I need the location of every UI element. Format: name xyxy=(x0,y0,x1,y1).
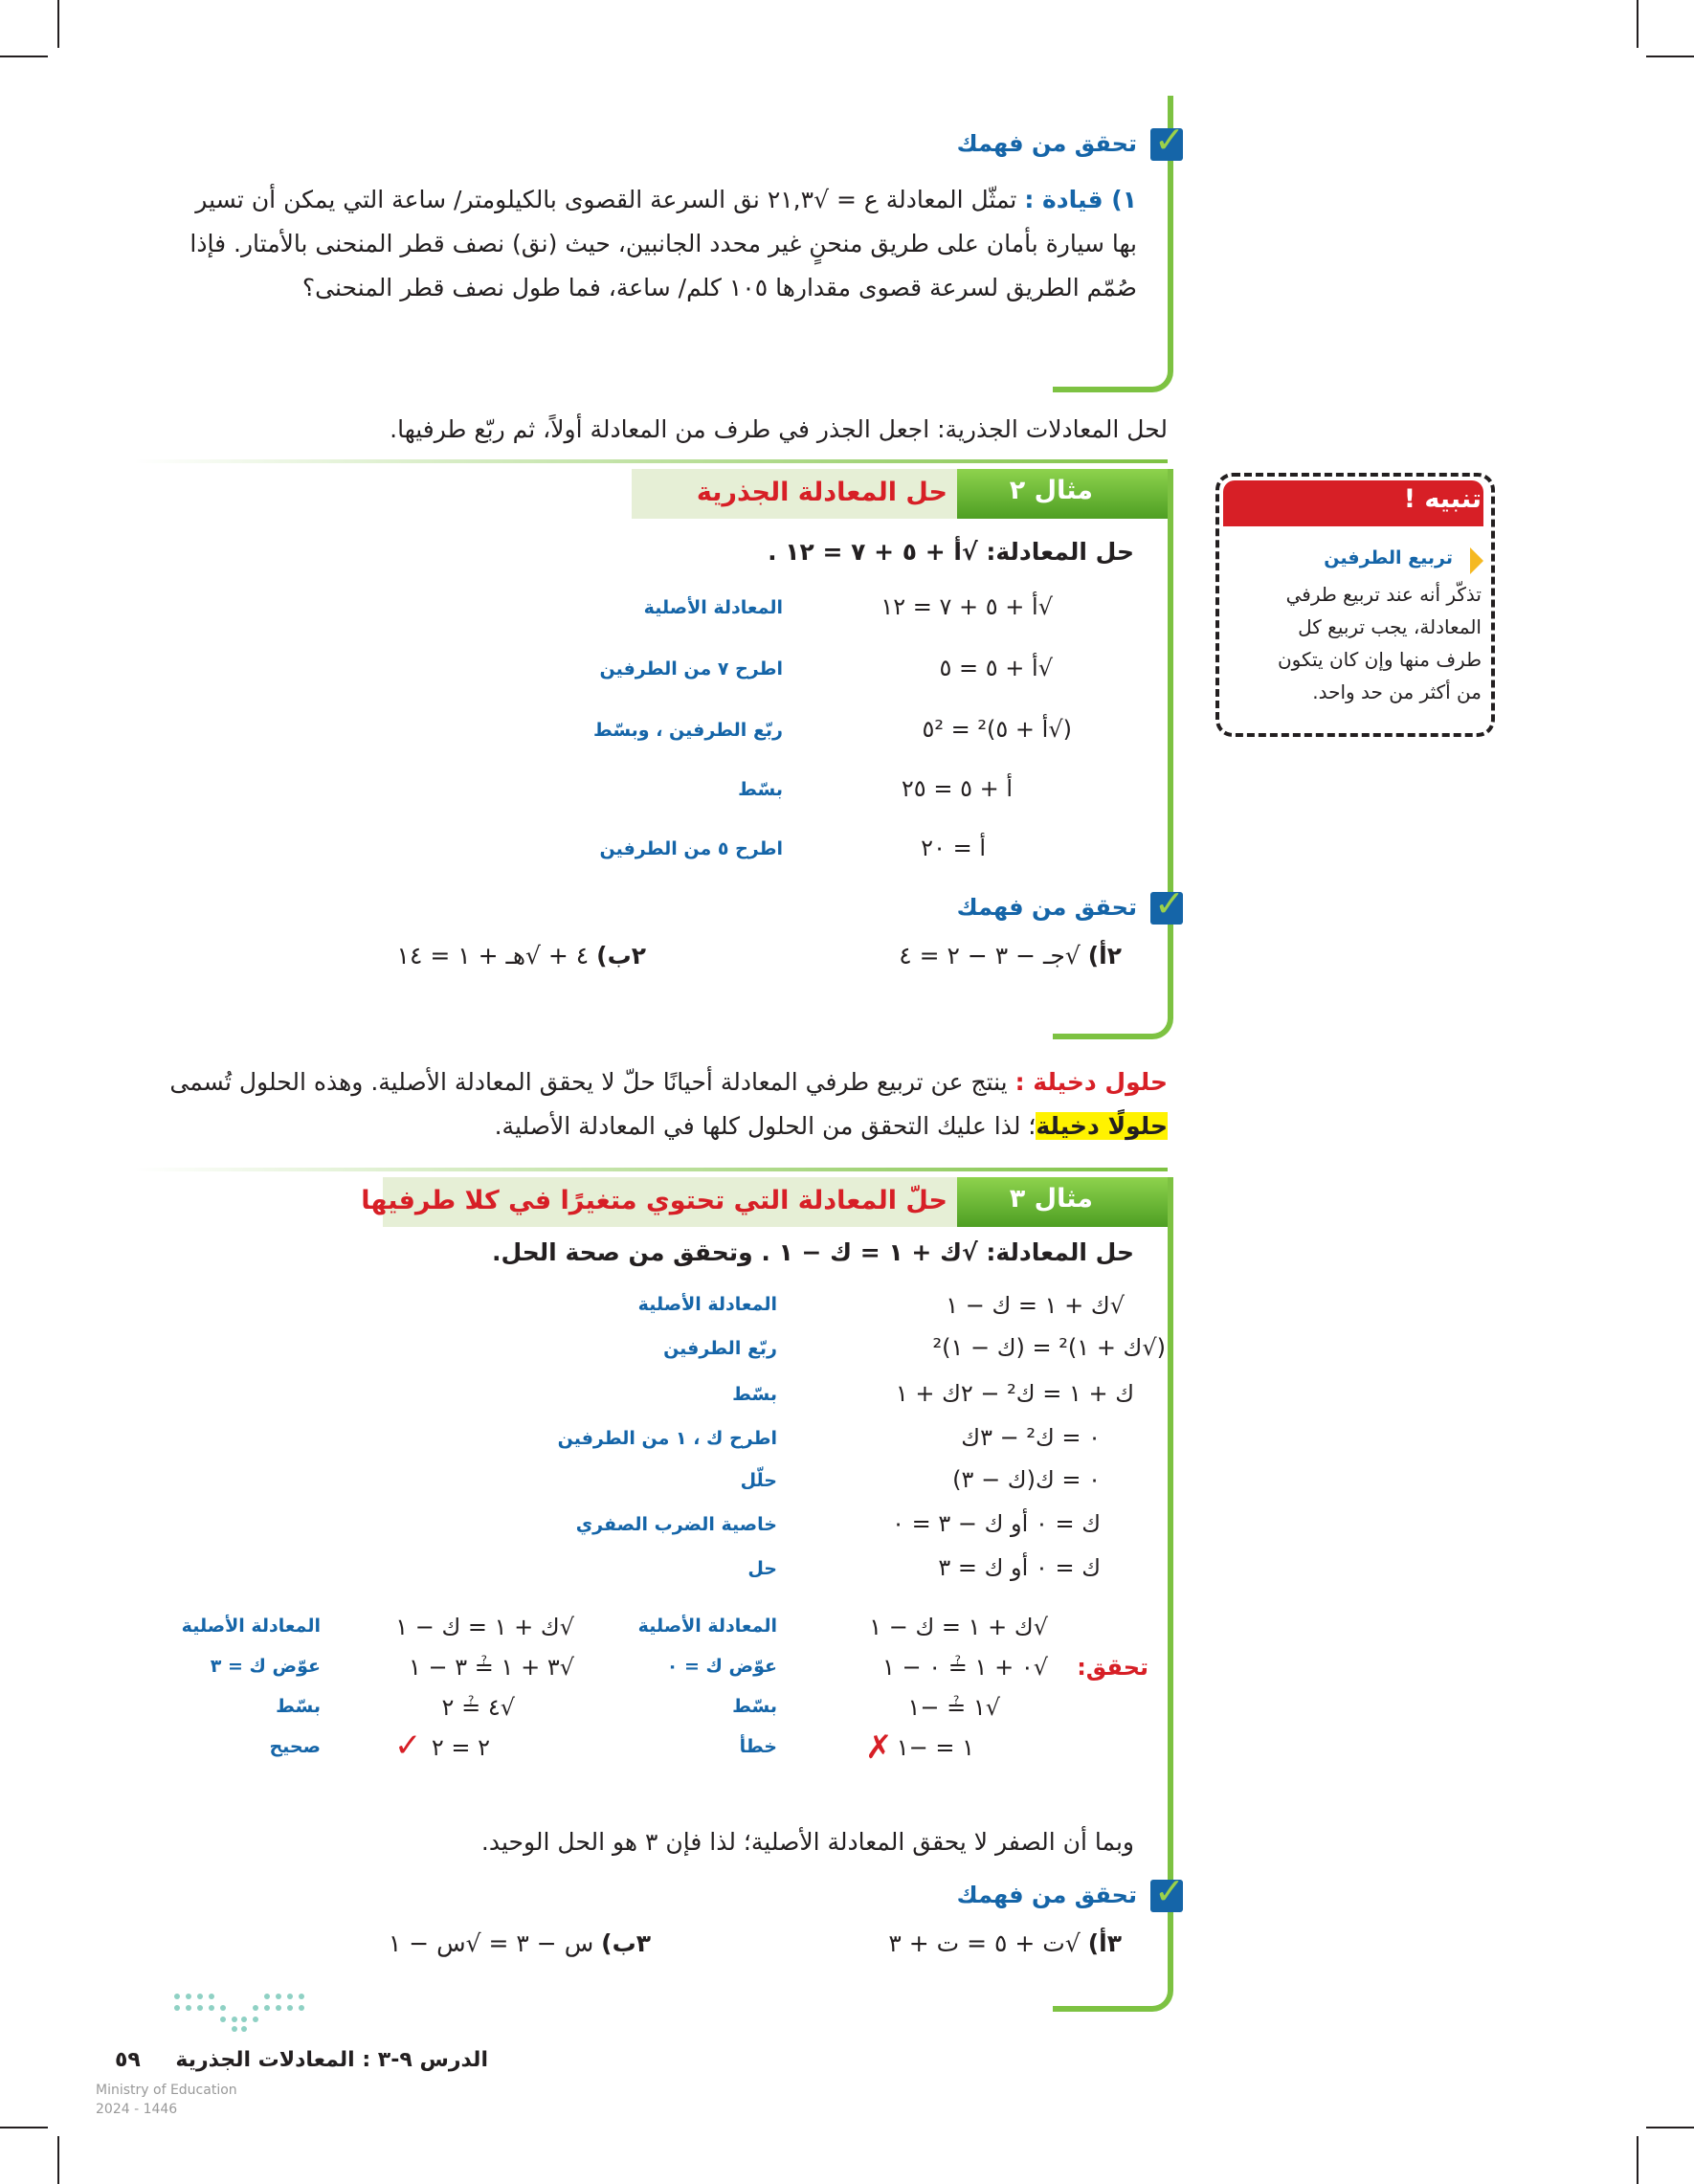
checkmark-icon: ✓ xyxy=(1150,1880,1183,1912)
crop-mark xyxy=(57,2136,59,2184)
example-task: حل المعادلة: √أ + ٥ + ٧ = ١٢ . xyxy=(768,538,1134,566)
step-equation: ك = ٠ أو ك = ٣ xyxy=(938,1554,1101,1581)
check-equation: ١ = −١ xyxy=(896,1734,974,1761)
step-equation: أ = ٢٠ xyxy=(921,835,986,861)
extraneous-paragraph xyxy=(153,1060,1168,1148)
note-line: تذكّر أنه عند تربيع طرفي xyxy=(1285,583,1482,606)
step-note: حلّل xyxy=(740,1470,777,1491)
step-note: بسّط xyxy=(732,1384,777,1405)
extraneous-line: ؛ لذا عليك التحقق من الحلول كلها في المعادلة الأصلية. xyxy=(494,1112,1036,1140)
exercise-3b xyxy=(389,1929,651,1957)
exercise-equation: ٤ + √هـ + ١ = ١٤ xyxy=(396,942,590,969)
check-equation: √ك + ١ = ك − ١ xyxy=(395,1614,574,1640)
check-heading: تحقق من فهمك xyxy=(956,130,1137,157)
check-note: بسّط xyxy=(276,1696,321,1717)
crop-mark xyxy=(1637,2136,1638,2184)
check-note: عوّض ك = ٠ xyxy=(666,1656,777,1677)
crop-mark xyxy=(1646,2127,1694,2128)
check-heading: تحقق من فهمك xyxy=(956,1882,1137,1908)
step-equation: (√ك + ١)² = (ك − ١)² xyxy=(932,1334,1166,1361)
step-equation: ك = ٠ أو ك − ٣ = ٠ xyxy=(892,1510,1101,1537)
footer-lesson: الدرس ٩-٣ : المعادلات الجذرية xyxy=(175,2048,488,2072)
step-note: ربّع الطرفين xyxy=(663,1338,777,1359)
note-body xyxy=(1278,578,1482,708)
note-line: من أكثر من حد واحد. xyxy=(1312,680,1482,703)
crop-mark xyxy=(1637,0,1638,48)
extraneous-term: حلول دخيلة : xyxy=(1014,1068,1168,1096)
check-note: صحيح xyxy=(269,1736,321,1757)
conclusion-text: وبما أن الصفر لا يحقق المعادلة الأصلية؛ لذا فإن ٣ هو الحل الوحيد. xyxy=(480,1828,1134,1856)
check-note: عوّض ك = ٣ xyxy=(210,1656,321,1677)
separator xyxy=(134,1168,1168,1171)
pointer-icon xyxy=(1470,547,1483,574)
correct-mark-icon: ✓ xyxy=(394,1727,422,1765)
step-equation: ك + ١ = ك² − ٢ك + ١ xyxy=(895,1380,1134,1407)
problem-text-line: صُمّم الطريق لسرعة قصوى مقدارها ١٠٥ كلم/ ساعة، فما طول نصف قطر المنحنى؟ xyxy=(301,274,1137,301)
checkmark-icon: ✓ xyxy=(1150,892,1183,925)
exercise-equation: س − ٣ = √س − ١ xyxy=(388,1929,594,1957)
check-equation: √٣ + ١ ≟ ٣ − ١ xyxy=(409,1654,574,1681)
edition-year: 2024 - 1446 xyxy=(96,2102,178,2117)
exercise-3a xyxy=(888,1929,1122,1957)
check-heading: تحقق من فهمك xyxy=(956,894,1137,921)
checkmark-icon: ✓ xyxy=(1150,128,1183,161)
note-line: طرف منها وإن كان يتكون xyxy=(1277,648,1482,671)
exercise-equation: √جـ − ٣ − ٢ = ٤ xyxy=(899,942,1081,969)
problem-text-line: تمثّل المعادلة ع = √٢١,٣ نق السرعة القصوى بالكيلومتر/ ساعة التي يمكن أن تسير xyxy=(195,186,1017,213)
exercise-equation: √ت + ٥ = ت + ٣ xyxy=(888,1929,1081,1957)
example-number: مثال ٣ xyxy=(1009,1184,1093,1214)
check-equation: √٠ + ١ ≟ ٠ − ١ xyxy=(882,1654,1048,1681)
example-title: حلّ المعادلة التي تحتوي متغيرًا في كلا طرفيها xyxy=(361,1186,947,1215)
wrong-mark-icon: ✗ xyxy=(865,1728,893,1767)
check-label: تحقق: xyxy=(1077,1654,1148,1681)
step-equation: ٠ = ك(ك − ٣) xyxy=(952,1466,1101,1493)
step-note: حل xyxy=(747,1558,777,1579)
step-equation: أ + ٥ = ٢٥ xyxy=(901,775,1013,802)
check-equation: √٤ ≟ ٢ xyxy=(441,1694,515,1721)
crop-mark xyxy=(57,0,59,48)
step-note: اطرح ٥ من الطرفين xyxy=(599,838,783,859)
problem-1 xyxy=(142,178,1137,310)
note-line: المعادلة، يجب تربيع كل xyxy=(1298,615,1482,638)
step-note: اطرح ٧ من الطرفين xyxy=(599,658,783,680)
step-note: بسّط xyxy=(738,779,783,800)
crop-mark xyxy=(1646,56,1694,57)
step-equation: √أ + ٥ + ٧ = ١٢ xyxy=(880,593,1053,620)
step-note: ربّع الطرفين ، وبسّط xyxy=(592,720,783,741)
crop-mark xyxy=(0,2127,48,2128)
step-equation: √أ + ٥ = ٥ xyxy=(939,655,1053,681)
extraneous-highlight: حلولًا دخيلة xyxy=(1036,1112,1168,1140)
problem-label: ١) قيادة : xyxy=(1024,186,1137,213)
example-number: مثال ٢ xyxy=(1009,476,1093,505)
intro-text: لحل المعادلات الجذرية: اجعل الجذر في طرف من المعادلة أولاً، ثم ربّع طرفيها. xyxy=(390,415,1168,443)
exercise-label: ٢أ) xyxy=(1087,942,1122,969)
example-title: حل المعادلة الجذرية xyxy=(696,478,947,507)
note-title: تنبيه ! xyxy=(1403,484,1482,514)
step-note: المعادلة الأصلية xyxy=(643,597,783,618)
check-equation: √ك + ١ = ك − ١ xyxy=(869,1614,1048,1640)
check-note: المعادلة الأصلية xyxy=(181,1616,321,1637)
step-equation: (√أ + ٥)² = ٥² xyxy=(922,716,1072,743)
step-note: المعادلة الأصلية xyxy=(637,1294,777,1315)
exercise-label: ٣أ) xyxy=(1087,1929,1122,1957)
step-note: خاصية الضرب الصفري xyxy=(575,1514,777,1535)
note-subtitle: تربيع الطرفين xyxy=(1324,547,1453,568)
exercise-label: ٣ب) xyxy=(601,1929,651,1957)
problem-text-line: بها سيارة بأمان على طريق منحنٍ غير محدد الجانبين، حيث (نق) نصف قطر المنحنى بالأمتار. فإذا xyxy=(189,230,1137,257)
step-note: اطرح ك ، ١ من الطرفين xyxy=(557,1428,777,1449)
separator xyxy=(134,459,1168,463)
ministry-name: Ministry of Education xyxy=(96,2083,237,2098)
ministry-logo xyxy=(167,1991,311,2033)
page-number: ٥٩ xyxy=(115,2048,141,2072)
check-note: المعادلة الأصلية xyxy=(637,1616,777,1637)
check-note: خطأ xyxy=(739,1736,777,1757)
extraneous-line: ينتج عن تربيع طرفي المعادلة أحيانًا حلّ لا يحقق المعادلة الأصلية. وهذه الحلول تُسمى xyxy=(169,1068,1008,1096)
step-equation: √ك + ١ = ك − ١ xyxy=(946,1292,1125,1319)
step-equation: ٠ = ك² − ٣ك xyxy=(961,1424,1101,1451)
crop-mark xyxy=(0,56,48,57)
exercise-label: ٢ب) xyxy=(596,942,646,969)
check-equation: √١ ≟ −١ xyxy=(907,1694,1000,1721)
exercise-2b xyxy=(397,942,646,969)
example-task: حل المعادلة: √ك + ١ = ك − ١ . وتحقق من صحة الحل. xyxy=(491,1238,1134,1266)
check-note: بسّط xyxy=(732,1696,777,1717)
exercise-2a xyxy=(899,942,1122,969)
check-equation: ٢ = ٢ xyxy=(431,1734,490,1761)
